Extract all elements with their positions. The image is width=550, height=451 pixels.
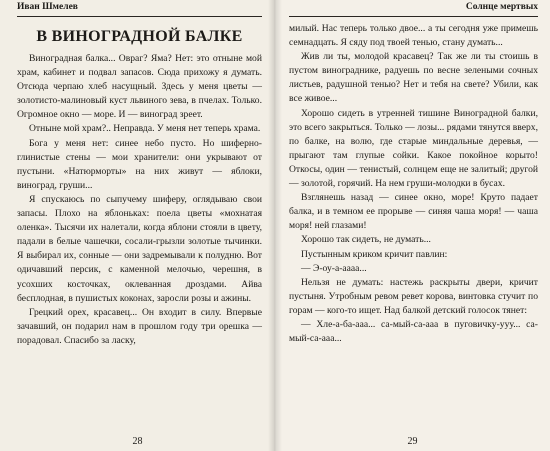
paragraph: Отныне мой храм?.. Неправда. У меня нет теперь храма. — [29, 123, 261, 135]
paragraph: Нельзя не думать: настежь раскрыты двери, кричит пустыня. Утробным ревом ревет корова, винтовка стучит по горам — кого-то ищет. Над балкой детский голосок тянет: — [289, 276, 538, 316]
paragraph: — Э-оу-а-аааа... — [301, 262, 367, 274]
paragraph: Жив ли ты, молодой красавец? Так же ли ты стоишь в пустом винограднике, радуешь по весне зелеными сочных листьев, радушной тенью? Нет и тебя на свете? Убили, как все живое... — [289, 51, 538, 105]
paragraph: Виноградная балка... Овраг? Яма? Нет: это отныне мой храм, кабинет и подвал запасов. Сюда прихожу я думать. Отсюда черпаю хлеб насущный. Здесь у меня цветы — золотисто-малиновый куст львиного зева, в пчелах. Только. Огромное окно — море. И — виноград зреет. — [17, 53, 262, 121]
left-running-head: Иван Шмелев — [17, 2, 78, 12]
paragraph: Бога у меня нет: синее небо пусто. Но шиферно-глинистые стены — мои хранители: они укрывают от пустыни. «Натюрморты» на них живут — яблоки, виноград, груши... — [17, 137, 262, 191]
right-header-rule — [289, 16, 538, 17]
right-running-head: Солнце мертвых — [465, 2, 538, 12]
paragraph: Пустынным криком кричит павлин: — [301, 248, 448, 260]
paragraph: Грецкий орех, красавец... Он входит в силу. Впервые зачавший, он подарил нам в прошлом году три орешка — порадовал. Спасибо за ласку, — [17, 306, 262, 346]
chapter-title: В ВИНОГРАДНОЙ БАЛКЕ — [36, 28, 243, 45]
page-number-right: 29 — [407, 436, 418, 447]
paragraph: Взглянешь назад — синее окно, море! Круто падает балка, и в темном ее прорыве — синяя чаша моря! — чаша моря! ней глазами! — [289, 192, 538, 232]
left-body-text — [17, 52, 262, 348]
paragraph: Я спускаюсь по сыпучему шиферу, оглядываю свои запасы. Плохо на яблоньках: поела цветы «мохнатая оленка». Тысячи их налетали, когда яблони стояли в цвету, падали в белые чашечки, сосали-грызли золотые тычинки. Я выбирал их, сонные — они задремывали к полудню. Вот одичавший персик, с каменной мелочью, черешня, в усохших косточках, оклеванная дроздами. Айва бесплодная, в пушистых коконах, заросли розы и ажины. — [17, 193, 262, 304]
paragraph: Хорошо так сидеть, не думать... — [301, 234, 431, 246]
page-number-left: 28 — [132, 436, 143, 447]
paragraph: милый. Нас теперь только двое... а ты сегодня уже примешь семнадцать. Я сяду под твоей тенью, стану думать... — [289, 23, 538, 49]
right-page — [275, 0, 550, 451]
left-header-rule — [17, 16, 262, 17]
paragraph: Хорошо сидеть в утренней тишине Виноградной балки, это всего закрыться. Только — лозы... рядами тянутся вверх, по балке, на волю, где старые миндальные деревья, — прыгают там глупые сойки. Какое покойное корыто! Откосы, один — тенистый, солнцем еще не залитый; другой — золотой, горячий. На нем груши-молодки в бусах. — [289, 107, 538, 190]
paragraph: — Хле-а-ба-ааа... са-мый-са-ааа в пуговичку-ууу... са-мый-са-ааа... — [289, 318, 538, 345]
right-body-text — [289, 22, 538, 346]
